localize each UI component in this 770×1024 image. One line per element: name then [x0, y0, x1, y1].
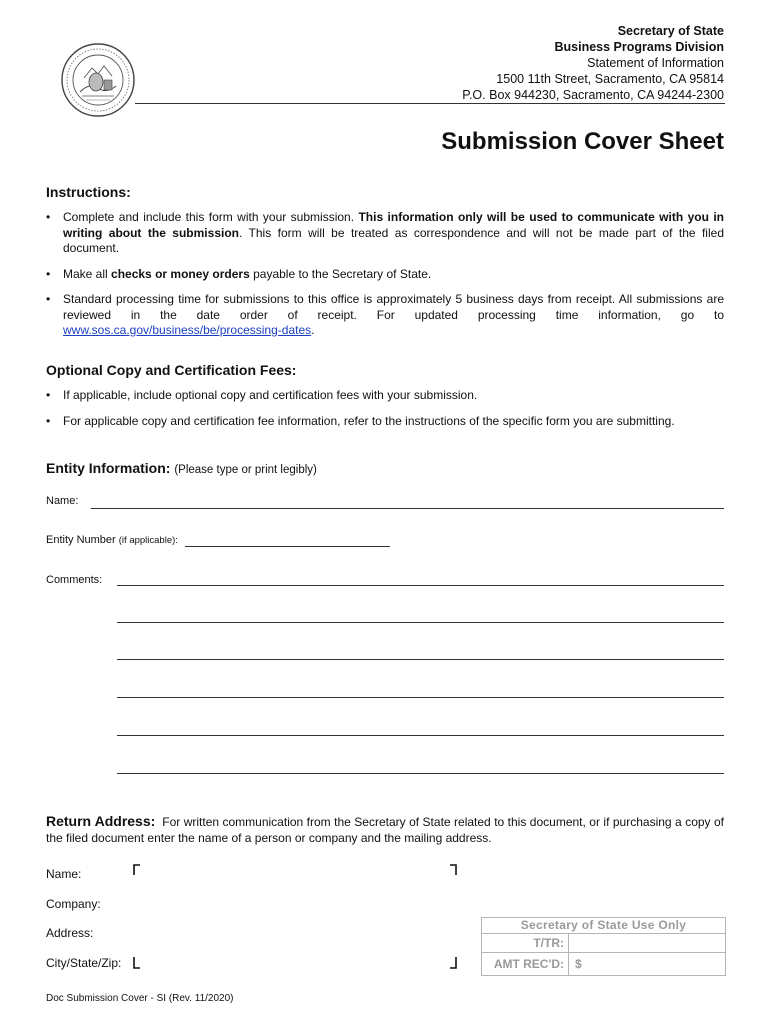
state-seal-icon [60, 42, 136, 118]
entity-name-label: Name: [46, 495, 79, 507]
ttr-label: T/TR: [482, 934, 569, 952]
street-address: 1500 11th Street, Sacramento, CA 95814 [496, 72, 724, 86]
form-footer: Doc Submission Cover - SI (Rev. 11/2020) [46, 993, 234, 1004]
address-window-brackets[interactable] [130, 862, 460, 972]
return-address-intro: Return Address: For written communication from the Secretary of State related to this document, or if purchasing a copy of the filed document enter the name of a person or company and the mailing address. [46, 813, 725, 845]
comments-line[interactable] [117, 773, 724, 774]
entity-number-label: Entity Number (if applicable): [46, 534, 178, 546]
return-name-label: Name: [46, 867, 82, 881]
return-address-heading: Return Address: [46, 813, 156, 829]
list-item: • Complete and include this form with your submission. This information only will be used to communicate with you in writing about the submission. This form will be treated as correspondence and will not be made part of the filed document. [46, 210, 724, 257]
entity-heading: Entity Information: (Please type or print legibly) [46, 460, 317, 476]
use-only-heading: Secretary of State Use Only [482, 918, 725, 934]
agency-name: Secretary of State [617, 24, 724, 38]
comments-line[interactable] [117, 585, 724, 586]
instructions-list [46, 210, 724, 349]
processing-dates-link[interactable]: www.sos.ca.gov/business/be/processing-dates [63, 323, 312, 337]
entity-name-field[interactable] [91, 508, 724, 509]
fees-heading: Optional Copy and Certification Fees: [46, 362, 297, 378]
state-use-only-box [481, 917, 726, 976]
amt-received-label: AMT REC'D: [482, 953, 569, 975]
entity-note: (Please type or print legibly) [174, 464, 317, 476]
list-item: • Standard processing time for submissions to this office is approximately 5 business days from receipt. All submissions are reviewed in the date order of receipt. For updated processing time information, go to www.sos.ca.gov/business/be/processing-dates. [46, 292, 724, 339]
comments-label: Comments: [46, 574, 103, 586]
amt-dollar-sign: $ [575, 957, 582, 971]
fees-list [46, 388, 724, 439]
header-rule [135, 103, 725, 104]
entity-number-field[interactable] [185, 546, 390, 547]
comments-line[interactable] [117, 659, 724, 660]
comments-line[interactable] [117, 697, 724, 698]
list-item: • If applicable, include optional copy and certification fees with your submission. [46, 388, 724, 404]
page-title: Submission Cover Sheet [441, 128, 724, 155]
comments-line[interactable] [117, 735, 724, 736]
po-box-address: P.O. Box 944230, Sacramento, CA 94244-2300 [462, 88, 724, 102]
list-item: • For applicable copy and certification fee information, refer to the instructions of the specific form you are submitting. [46, 414, 724, 430]
comments-line[interactable] [117, 622, 724, 623]
instructions-heading: Instructions: [46, 184, 131, 200]
return-csz-label: City/State/Zip: [46, 956, 122, 970]
list-item: • Make all checks or money orders payable to the Secretary of State. [46, 267, 724, 283]
agency-address-block [462, 23, 724, 103]
return-company-label: Company: [46, 897, 101, 911]
document-name: Statement of Information [587, 56, 724, 70]
return-address-label: Address: [46, 926, 94, 940]
division-name: Business Programs Division [554, 40, 724, 54]
